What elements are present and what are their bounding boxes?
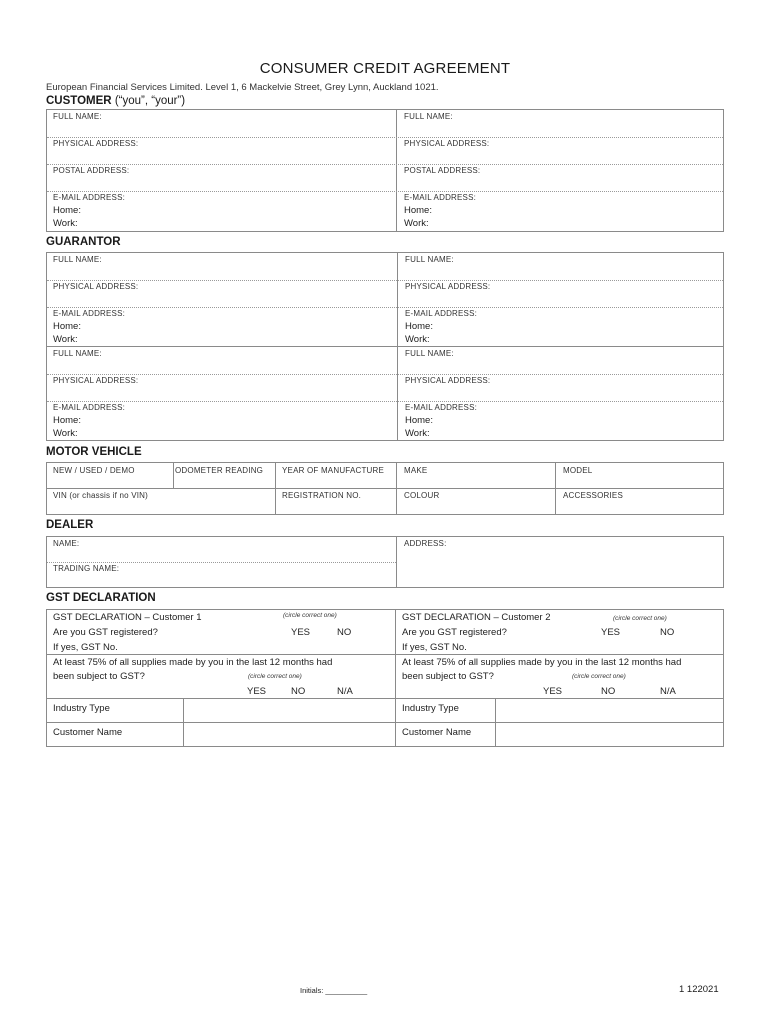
guarantor1-physical-address-field[interactable]: PHYSICAL ADDRESS: bbox=[53, 282, 139, 291]
gst-c1-registered-yes[interactable]: YES bbox=[291, 627, 311, 638]
customer2-postal-address-field[interactable]: POSTAL ADDRESS: bbox=[404, 166, 481, 175]
guarantor4-email-field[interactable]: E-MAIL ADDRESS: bbox=[405, 403, 478, 412]
gst-c2-supplies-question-line1: At least 75% of all supplies made by you in the last 12 months had bbox=[402, 657, 682, 668]
accessories-field[interactable]: ACCESSORIES bbox=[563, 491, 623, 500]
customer-heading-sub: (“you”, “your”) bbox=[114, 95, 186, 107]
dealer-trading-name-field[interactable]: TRADING NAME: bbox=[53, 564, 120, 573]
gst-c2-supplies-question-line2: been subject to GST? bbox=[402, 671, 494, 682]
customer2-work-phone[interactable]: Work: bbox=[404, 218, 429, 229]
gst-c2-gst-number-field[interactable]: If yes, GST No. bbox=[402, 642, 467, 653]
gst-c2-customer-name-input[interactable] bbox=[496, 723, 723, 746]
gst-c1-supplies-question-line1: At least 75% of all supplies made by you in the last 12 months had bbox=[53, 657, 333, 668]
customer1-work-phone[interactable]: Work: bbox=[53, 218, 78, 229]
odometer-field[interactable]: ODOMETER READING bbox=[175, 466, 264, 475]
customer-box bbox=[46, 109, 724, 232]
guarantor2-work-phone[interactable]: Work: bbox=[405, 334, 430, 345]
guarantor2-home-phone[interactable]: Home: bbox=[405, 321, 433, 332]
colour-field[interactable]: COLOUR bbox=[404, 491, 440, 500]
gst-c2-registered-question: Are you GST registered? bbox=[402, 627, 507, 638]
guarantor3-home-phone[interactable]: Home: bbox=[53, 415, 81, 426]
gst-c1-gst-number-field[interactable]: If yes, GST No. bbox=[53, 642, 118, 653]
guarantor3-email-field[interactable]: E-MAIL ADDRESS: bbox=[53, 403, 126, 412]
gst-c1-circle-note: (circle correct one) bbox=[283, 612, 337, 619]
gst-c2-supplies-yes[interactable]: YES bbox=[543, 686, 563, 697]
registration-field[interactable]: REGISTRATION NO. bbox=[282, 491, 362, 500]
motor-vehicle-heading: MOTOR VEHICLE bbox=[46, 446, 142, 458]
customer1-postal-address-field[interactable]: POSTAL ADDRESS: bbox=[53, 166, 130, 175]
guarantor4-physical-address-field[interactable]: PHYSICAL ADDRESS: bbox=[405, 376, 491, 385]
gst-c1-supplies-no[interactable]: NO bbox=[291, 686, 306, 697]
gst-c2-registered-no[interactable]: NO bbox=[660, 627, 675, 638]
gst-c1-industry-label: Industry Type bbox=[53, 703, 110, 714]
document-title: CONSUMER CREDIT AGREEMENT bbox=[259, 60, 511, 77]
guarantor3-physical-address-field[interactable]: PHYSICAL ADDRESS: bbox=[53, 376, 139, 385]
guarantor1-home-phone[interactable]: Home: bbox=[53, 321, 81, 332]
gst-c2-industry-input[interactable] bbox=[496, 699, 723, 721]
guarantor2-full-name-field[interactable]: FULL NAME: bbox=[405, 255, 454, 264]
gst-c1-registered-no[interactable]: NO bbox=[337, 627, 352, 638]
gst-c2-customer-name-label: Customer Name bbox=[402, 727, 472, 738]
guarantor4-work-phone[interactable]: Work: bbox=[405, 428, 430, 439]
guarantor3-full-name-field[interactable]: FULL NAME: bbox=[53, 349, 102, 358]
customer2-physical-address-field[interactable]: PHYSICAL ADDRESS: bbox=[404, 139, 490, 148]
dealer-address-field[interactable]: ADDRESS: bbox=[404, 539, 447, 548]
customer1-email-field[interactable]: E-MAIL ADDRESS: bbox=[53, 193, 126, 202]
customer2-email-field[interactable]: E-MAIL ADDRESS: bbox=[404, 193, 477, 202]
model-field[interactable]: MODEL bbox=[563, 466, 593, 475]
gst-c1-industry-input[interactable] bbox=[184, 699, 394, 721]
gst-c2-circle-note-2: (circle correct one) bbox=[572, 673, 626, 680]
customer1-full-name-field[interactable]: FULL NAME: bbox=[53, 112, 102, 121]
gst-customer1-title: GST DECLARATION – Customer 1 bbox=[53, 612, 202, 623]
gst-c1-supplies-na[interactable]: N/A bbox=[337, 686, 353, 697]
guarantor3-work-phone[interactable]: Work: bbox=[53, 428, 78, 439]
guarantor1-work-phone[interactable]: Work: bbox=[53, 334, 78, 345]
vin-field[interactable]: VIN (or chassis if no VIN) bbox=[53, 491, 149, 500]
customer-heading bbox=[46, 95, 185, 107]
gst-c2-circle-note: (circle correct one) bbox=[613, 615, 667, 622]
guarantor4-full-name-field[interactable]: FULL NAME: bbox=[405, 349, 454, 358]
customer1-home-phone[interactable]: Home: bbox=[53, 205, 81, 216]
gst-heading: GST DECLARATION bbox=[46, 592, 156, 604]
dealer-heading: DEALER bbox=[46, 519, 94, 531]
gst-c2-supplies-no[interactable]: NO bbox=[601, 686, 616, 697]
gst-c1-supplies-question-line2: been subject to GST? bbox=[53, 671, 145, 682]
guarantor1-email-field[interactable]: E-MAIL ADDRESS: bbox=[53, 309, 126, 318]
guarantor2-physical-address-field[interactable]: PHYSICAL ADDRESS: bbox=[405, 282, 491, 291]
guarantor4-home-phone[interactable]: Home: bbox=[405, 415, 433, 426]
guarantor1-full-name-field[interactable]: FULL NAME: bbox=[53, 255, 102, 264]
gst-c2-supplies-na[interactable]: N/A bbox=[660, 686, 676, 697]
customer-heading-text: CUSTOMER bbox=[46, 95, 112, 107]
document-code: 1 122021 bbox=[679, 984, 719, 995]
company-address-line: European Financial Services Limited. Level 1, 6 Mackelvie Street, Grey Lynn, Auckland 1021. bbox=[46, 82, 439, 93]
new-used-demo-field[interactable]: NEW / USED / DEMO bbox=[53, 466, 135, 475]
gst-customer2-title: GST DECLARATION – Customer 2 bbox=[402, 612, 551, 623]
gst-c2-industry-label: Industry Type bbox=[402, 703, 459, 714]
gst-c2-registered-yes[interactable]: YES bbox=[601, 627, 621, 638]
gst-c1-supplies-yes[interactable]: YES bbox=[247, 686, 267, 697]
gst-c1-customer-name-label: Customer Name bbox=[53, 727, 123, 738]
guarantor-heading: GUARANTOR bbox=[46, 236, 121, 248]
make-field[interactable]: MAKE bbox=[404, 466, 428, 475]
dealer-name-field[interactable]: NAME: bbox=[53, 539, 80, 548]
customer2-full-name-field[interactable]: FULL NAME: bbox=[404, 112, 453, 121]
customer2-home-phone[interactable]: Home: bbox=[404, 205, 432, 216]
gst-c1-circle-note-2: (circle correct one) bbox=[248, 673, 302, 680]
initials-field[interactable]: Initials: __________ bbox=[300, 986, 368, 995]
guarantor2-email-field[interactable]: E-MAIL ADDRESS: bbox=[405, 309, 478, 318]
year-of-manufacture-field[interactable]: YEAR OF MANUFACTURE bbox=[282, 466, 385, 475]
gst-c1-customer-name-input[interactable] bbox=[184, 723, 394, 746]
gst-c1-registered-question: Are you GST registered? bbox=[53, 627, 158, 638]
customer1-physical-address-field[interactable]: PHYSICAL ADDRESS: bbox=[53, 139, 139, 148]
